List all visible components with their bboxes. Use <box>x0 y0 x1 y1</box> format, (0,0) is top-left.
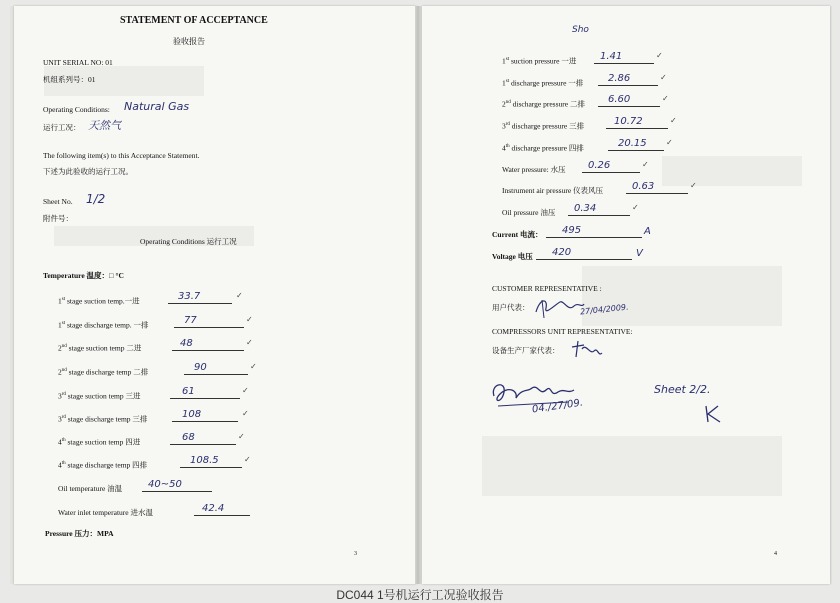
page-fold <box>415 6 421 584</box>
customer-representative-cn: 用户代表： <box>492 303 530 312</box>
operating-conditions-cn-label: 运行工况： <box>43 123 81 132</box>
temperature-row-value: 108.5 <box>190 455 219 466</box>
pressure-heading: Pressure 压力：MPA <box>45 529 114 538</box>
pressure-row-value: 20.15 <box>618 138 647 149</box>
instrument-air-pressure-value: 0.63 <box>632 181 655 192</box>
temperature-row-label: 3rd stage discharge temp 三排 <box>58 414 148 424</box>
voltage-unit: V <box>636 248 643 259</box>
document-title-cn: 验收报告 <box>173 37 205 46</box>
section-heading: Operating Conditions 运行工况 <box>140 237 237 246</box>
oil-temperature-value: 40~50 <box>148 479 182 490</box>
temperature-row-value: 77 <box>184 315 197 326</box>
temperature-row-value: 33.7 <box>178 291 201 302</box>
image-caption: DC044 1号机运行工况验收报告 <box>336 588 504 602</box>
water-pressure-label: Water pressure: 水压 <box>502 165 566 174</box>
current-unit: A <box>644 226 651 237</box>
temperature-row-value: 68 <box>182 432 195 443</box>
operating-conditions-value: Natural Gas <box>124 100 190 113</box>
temperature-row-label: 1st stage suction temp.一进 <box>58 296 140 306</box>
temperature-heading: Temperature 温度：□ °C <box>43 271 124 280</box>
right-page: Sho 1st suction pressure 一进 1.41 ✓ 1st discharge pressure 一排 2.86 ✓ 2nd discharge pressure 二排 6.60 ✓ 3rd discharge pressure 三排 10.72 ✓ 4th discharge pressure 四排 20.15 ✓ Water pressure: 水压 0.26 ✓ Instrument air pressure 仪表风压 0.63 ✓ Oil pressure 油压 0.34 ✓ Current 电流： 495 A Voltage 电压 420 V CUSTOMER REPRESENTATIVE : 用户代表： 27/04/2009. COMPRESSORS UNIT REPRESENTATIVE: 设备生产厂家代表： 04./27/09. Sheet 2/2. 4 <box>422 6 830 584</box>
pressure-row-label: 1st discharge pressure 一排 <box>502 78 584 88</box>
attachment-cn-label: 附件号： <box>43 214 73 223</box>
operating-conditions-label: Operating Conditions: <box>43 105 110 114</box>
temperature-row-value: 61 <box>182 386 195 397</box>
compressors-representative-cn: 设备生产厂家代表： <box>492 346 560 355</box>
operating-conditions-cn-value: 天然气 <box>88 119 121 132</box>
water-pressure-value: 0.26 <box>588 160 611 171</box>
temperature-row-label: 4th stage suction temp 四进 <box>58 437 141 447</box>
document-title: STATEMENT OF ACCEPTANCE <box>120 15 268 26</box>
water-inlet-temperature-label: Water inlet temperature 进水温 <box>58 508 153 517</box>
manufacturer-signature <box>568 339 604 361</box>
pressure-row-label: 3rd discharge pressure 三排 <box>502 121 585 131</box>
temperature-row-label: 2nd stage suction temp 二进 <box>58 343 142 353</box>
pressure-row-label: 4th discharge pressure 四排 <box>502 143 584 153</box>
page-number: 3 <box>354 551 357 557</box>
pressure-row-value: 10.72 <box>614 116 643 127</box>
top-handwritten-mark: Sho <box>572 25 589 35</box>
voltage-value: 420 <box>552 247 572 258</box>
pressure-row-label: 2nd discharge pressure 二排 <box>502 99 585 109</box>
current-value: 495 <box>562 225 582 236</box>
page-number: 4 <box>774 551 777 557</box>
customer-date: 27/04/2009. <box>579 302 629 317</box>
sheet-no-label: Sheet No. <box>43 197 73 206</box>
temperature-row-label: 1st stage discharge temp. 一排 <box>58 320 149 330</box>
temperature-row-label: 2nd stage discharge temp 二排 <box>58 367 149 377</box>
oil-temperature-label: Oil temperature 油温 <box>58 484 123 493</box>
scanned-document <box>10 6 832 584</box>
initials-mark <box>702 404 724 424</box>
unit-serial-cn: 机组系列号：01 <box>43 75 96 84</box>
following-items-cn: 下述为此验收的运行工况。 <box>43 167 133 176</box>
pressure-row-value: 1.41 <box>600 51 623 62</box>
oil-pressure-label: Oil pressure 油压 <box>502 208 556 217</box>
temperature-row-value: 48 <box>180 338 193 349</box>
sheet-note: Sheet 2/2. <box>654 383 711 396</box>
compressors-representative-label: COMPRESSORS UNIT REPRESENTATIVE: <box>492 327 633 336</box>
sheet-no-value: 1/2 <box>86 192 106 206</box>
customer-signature <box>530 294 586 320</box>
temperature-row-label: 4th stage discharge temp 四排 <box>58 460 148 470</box>
temperature-row-value: 90 <box>194 362 207 373</box>
unit-serial-label: UNIT SERIAL NO: 01 <box>43 58 113 67</box>
voltage-label: Voltage 电压 <box>492 252 533 261</box>
pressure-row-value: 2.86 <box>608 73 631 84</box>
customer-representative-label: CUSTOMER REPRESENTATIVE : <box>492 284 602 293</box>
left-page: STATEMENT OF ACCEPTANCE 验收报告 UNIT SERIAL NO: 01 机组系列号：01 Operating Conditions: Natural Gas 运行工况： 天然气 The following item(s) to this Acceptance Statement. 下述为此验收的运行工况。 Sheet No. 1/2 附件号： Operating Conditions 运行工况 Temperature 温度：□ °C 1st stage suction temp.一进 33.7 ✓ 1st stage discharge temp. 一排 77 ✓ 2nd stage suction temp 二进 48 ✓ 2nd stage discharge temp 二排 90 ✓ 3rd stage suction temp 三进 61 ✓ 3rd stage discharge temp 三排 108 ✓ 4th stage suction temp 四进 68 ✓ 4th stage discharge temp 四排 108.5 ✓ Oil temperature 油温 40~50 Water inlet temperature 进水温 42.4 Pressure 压力：MPA 3 <box>14 6 416 584</box>
temperature-row-value: 108 <box>182 409 202 420</box>
pressure-row-label: 1st suction pressure 一进 <box>502 56 577 66</box>
signature-date: 04./27/09. <box>531 397 584 416</box>
pressure-row-value: 6.60 <box>608 94 631 105</box>
instrument-air-pressure-label: Instrument air pressure 仪表风压 <box>502 186 604 195</box>
following-items-text: The following item(s) to this Acceptance Statement. <box>43 151 200 160</box>
oil-pressure-value: 0.34 <box>574 203 597 214</box>
current-label: Current 电流： <box>492 230 543 239</box>
water-inlet-temperature-value: 42.4 <box>202 503 225 514</box>
temperature-row-label: 3rd stage suction temp 三进 <box>58 391 141 401</box>
